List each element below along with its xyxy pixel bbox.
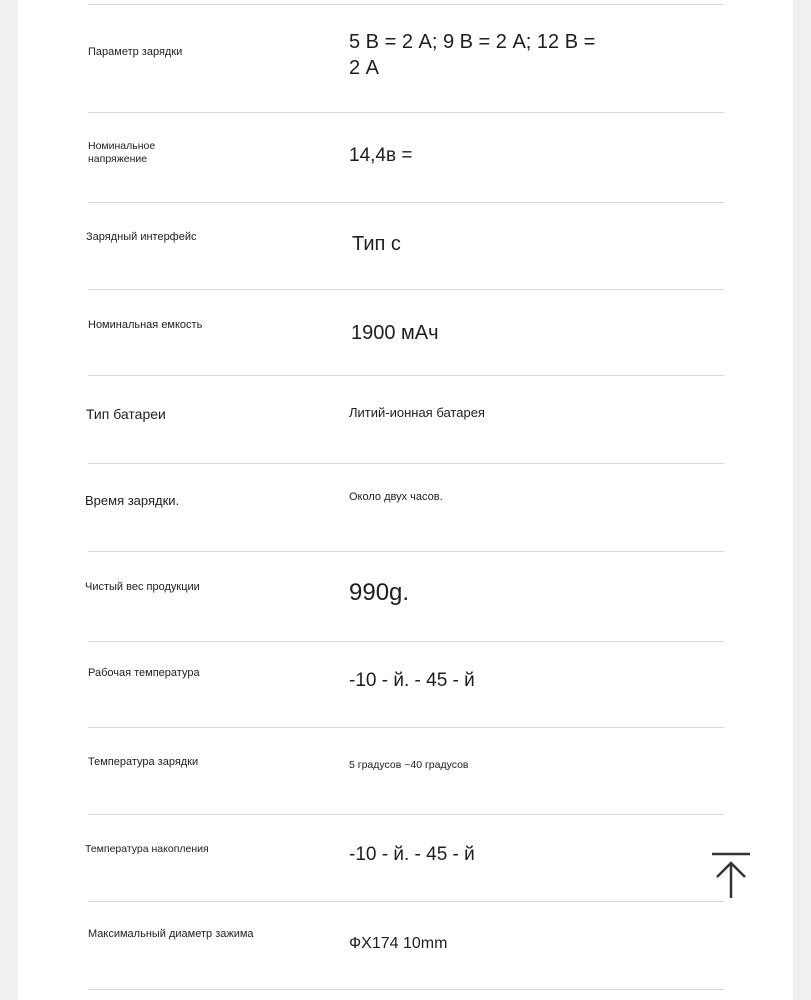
row-divider <box>88 202 724 203</box>
spec-value: 1900 мАч <box>351 322 439 344</box>
product-spec-page <box>18 0 793 1000</box>
arrow-up-to-line-icon <box>710 850 752 904</box>
spec-table <box>18 0 793 1000</box>
row-divider <box>88 289 724 290</box>
row-divider <box>88 989 724 990</box>
spec-value: -10 - й. - 45 - й <box>349 670 475 691</box>
row-divider <box>88 375 724 376</box>
row-divider <box>88 4 724 5</box>
spec-label: Чистый вес продукции <box>85 581 200 593</box>
spec-value: Литий-ионная батарея <box>349 405 485 420</box>
row-divider <box>88 814 724 815</box>
spec-label: Тип батареи <box>86 406 166 422</box>
spec-label: Параметр зарядки <box>88 46 183 58</box>
row-divider <box>88 551 724 552</box>
spec-value: Около двух часов. <box>349 491 443 503</box>
spec-value: 5 В = 2 А; 9 В = 2 А; 12 В = 2 А <box>349 31 596 79</box>
spec-label: Рабочая температура <box>88 667 200 679</box>
spec-value: 14,4в = <box>349 145 413 166</box>
spec-label: Температура зарядки <box>88 756 199 768</box>
spec-label: Максимальный диаметр зажима <box>88 928 254 940</box>
spec-label: Зарядный интерфейс <box>86 231 197 243</box>
spec-label: Температура накопления <box>85 843 209 855</box>
spec-value: ФX174 10mm <box>349 935 448 952</box>
spec-value: Тип с <box>352 233 401 255</box>
row-divider <box>88 112 724 113</box>
spec-value: 5 градусов ~40 градусов <box>349 759 469 771</box>
spec-label: Номинальное напряжение <box>88 140 156 165</box>
row-divider <box>88 727 724 728</box>
spec-label: Время зарядки. <box>85 493 180 508</box>
back-to-top-button[interactable] <box>710 850 752 904</box>
row-divider <box>88 901 724 902</box>
spec-value: -10 - й. - 45 - й <box>349 844 475 865</box>
spec-value: 990g. <box>349 579 410 606</box>
row-divider <box>88 641 724 642</box>
row-divider <box>88 463 724 464</box>
spec-label: Номинальная емкость <box>88 319 203 331</box>
